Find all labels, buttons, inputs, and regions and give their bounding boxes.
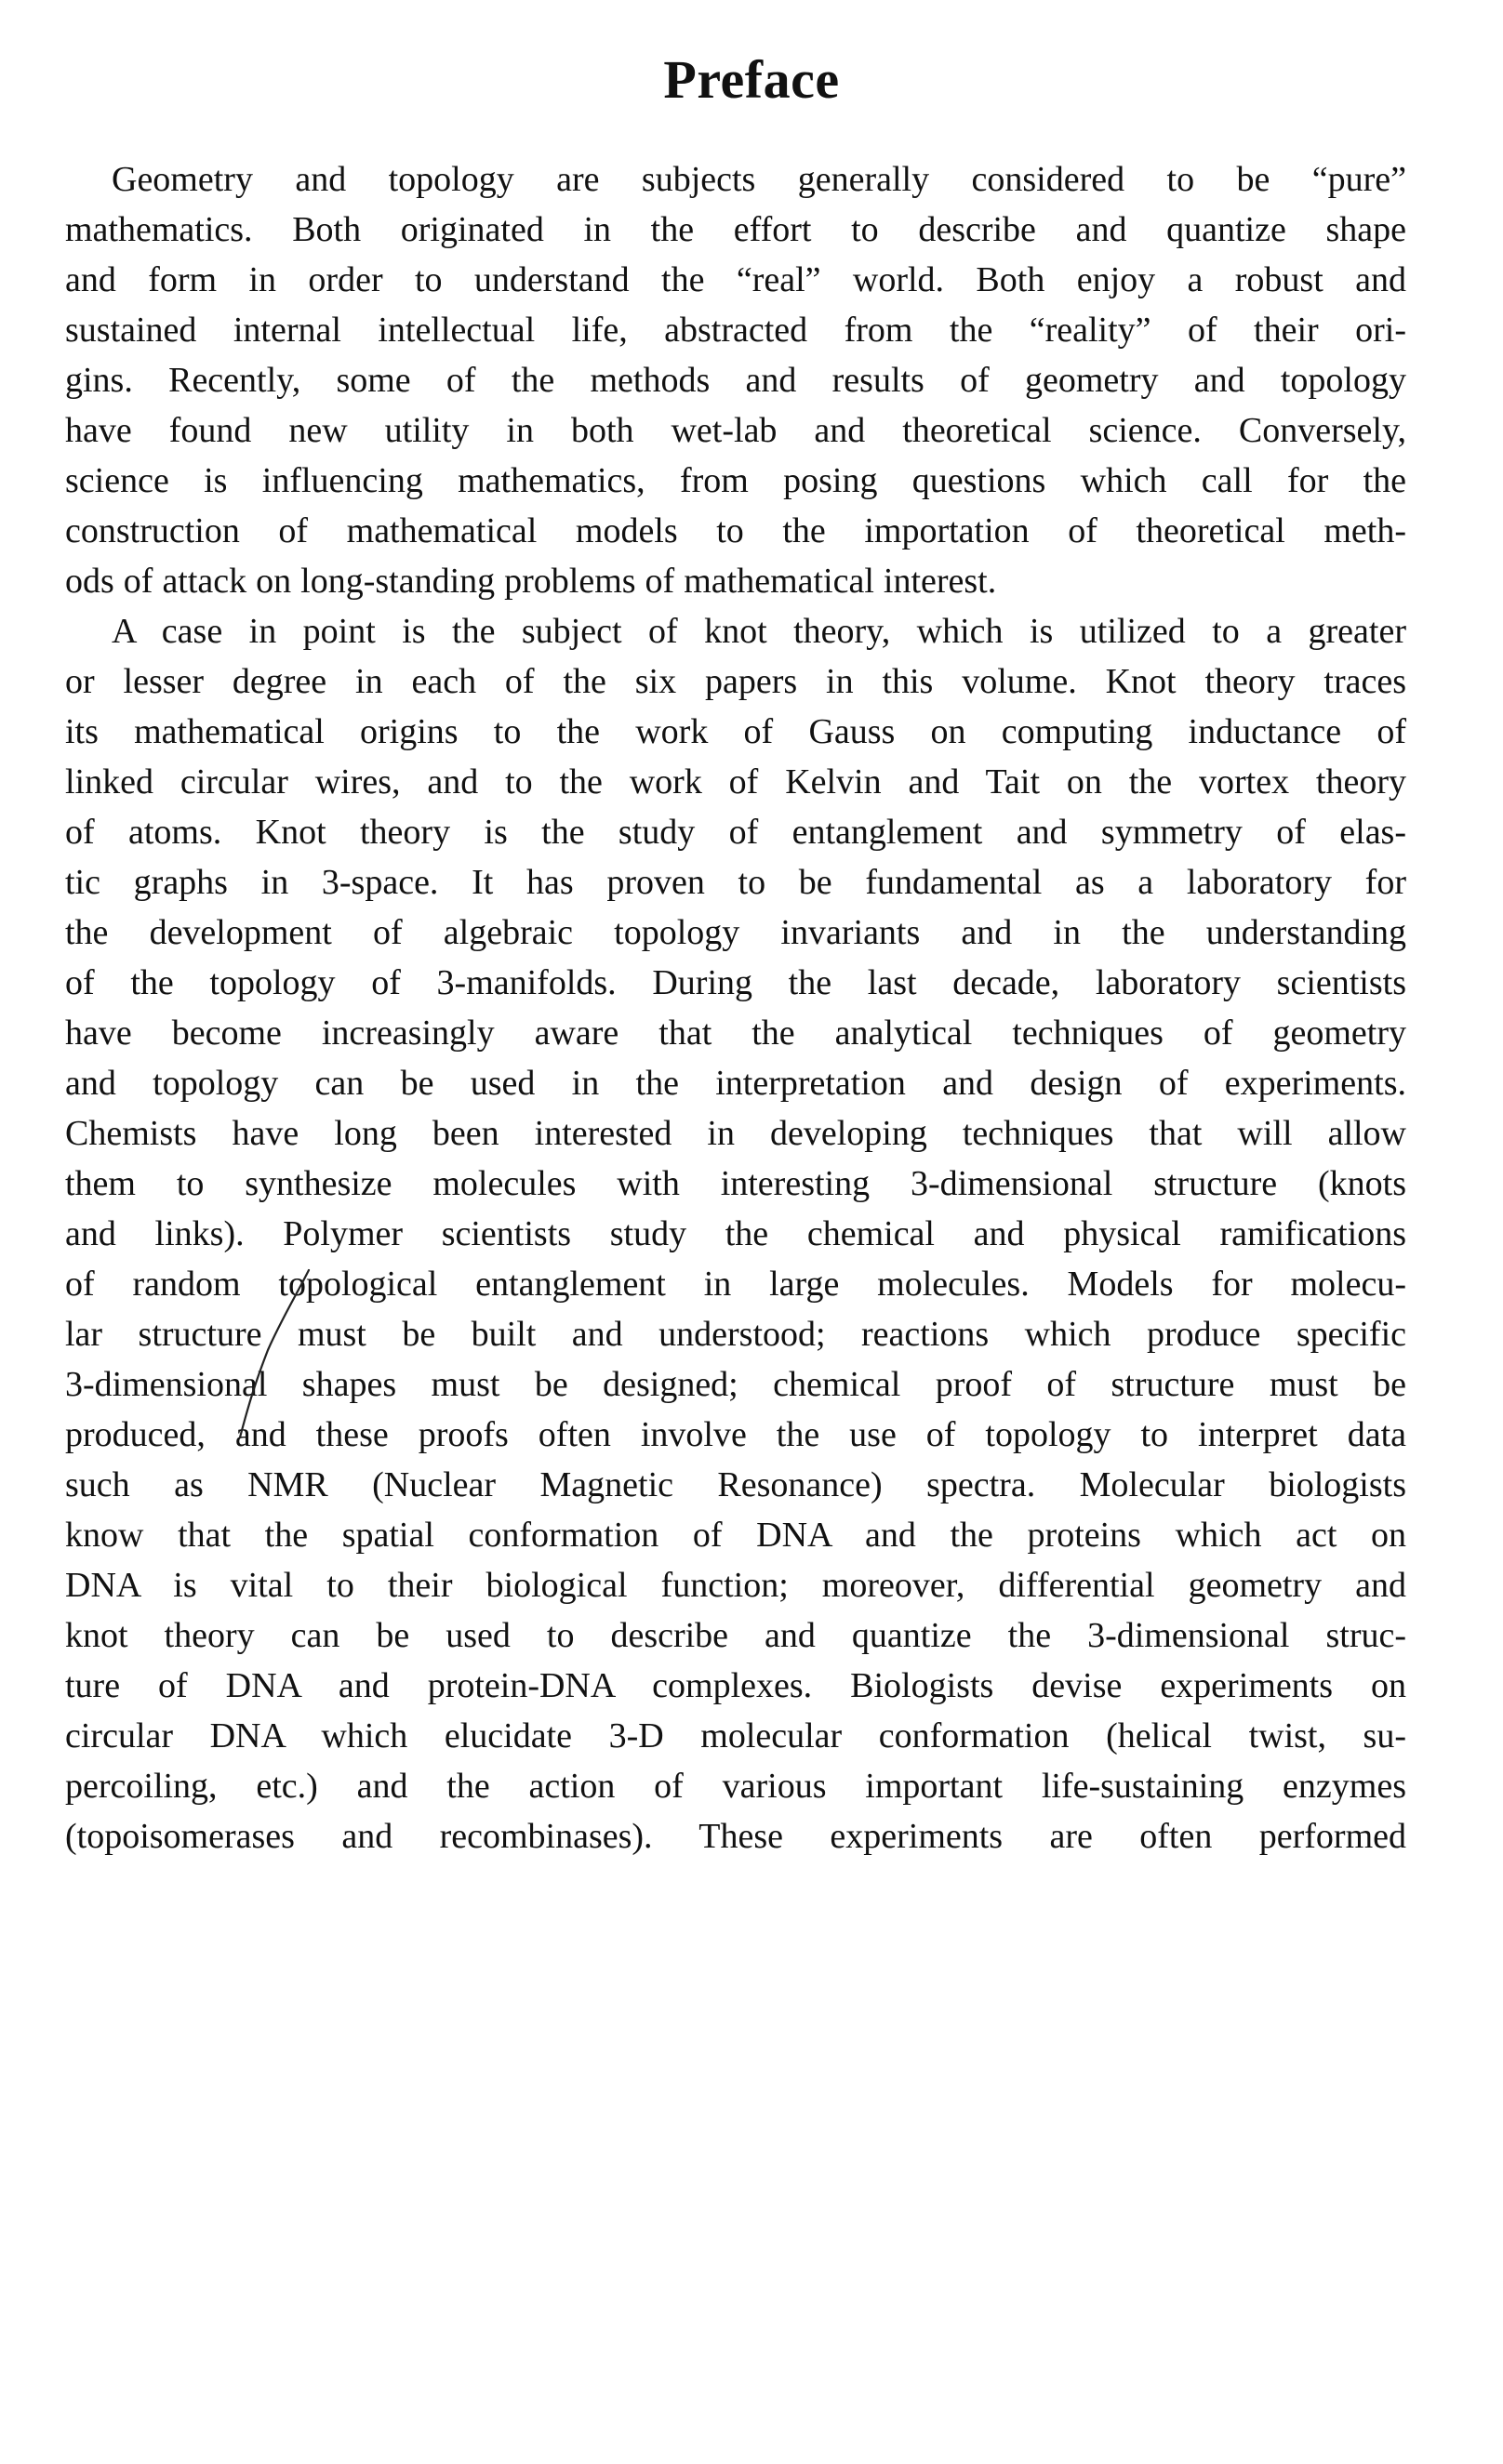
text-line: them to synthesize molecules with interesting 3-dimensional structure (knots (65, 1164, 1406, 1203)
text-line: gins. Recently, some of the methods and results of geometry and topology (65, 361, 1406, 400)
paragraph-1 (65, 154, 1406, 606)
text-line: knot theory can be used to describe and quantize the 3-dimensional struc- (65, 1616, 1406, 1655)
text-line: DNA is vital to their biological function; moreover, differential geometry and (65, 1566, 1406, 1605)
text-line: Geometry and topology are subjects generally considered to be “pure” (112, 160, 1406, 199)
text-line: A case in point is the subject of knot theory, which is utilized to a greater (112, 612, 1406, 651)
paragraph-2 (65, 606, 1406, 1861)
text-line: linked circular wires, and to the work of Kelvin and Tait on the vortex theory (65, 762, 1406, 801)
text-line: ture of DNA and protein-DNA complexes. Biologists devise experiments on (65, 1666, 1406, 1705)
text-line: and links). Polymer scientists study the chemical and physical ramifications (65, 1214, 1406, 1253)
text-line: of the topology of 3-manifolds. During the last decade, laboratory scientists (65, 963, 1406, 1002)
text-line: of random topological entanglement in large molecules. Models for molecu- (65, 1265, 1406, 1304)
preface-body (65, 154, 1406, 1861)
text-line: circular DNA which elucidate 3-D molecular conformation (helical twist, su- (65, 1716, 1406, 1755)
text-line: (topoisomerases and recombinases). These experiments are often performed (65, 1817, 1406, 1856)
text-line: or lesser degree in each of the six papers in this volume. Knot theory traces (65, 662, 1406, 701)
text-line: produced, and these proofs often involve the use of topology to interpret data (65, 1415, 1406, 1454)
text-line: of atoms. Knot theory is the study of entanglement and symmetry of elas- (65, 813, 1406, 852)
text-line: percoiling, etc.) and the action of various important life-sustaining enzymes (65, 1767, 1406, 1806)
text-line: lar structure must be built and understood; reactions which produce specific (65, 1315, 1406, 1354)
text-line: tic graphs in 3-space. It has proven to be fundamental as a laboratory for (65, 863, 1406, 902)
text-line: have found new utility in both wet-lab and theoretical science. Conversely, (65, 411, 1406, 450)
page-title: Preface (663, 49, 840, 110)
text-line: the development of algebraic topology invariants and in the understanding (65, 913, 1406, 952)
text-line: sustained internal intellectual life, abstracted from the “reality” of their ori- (65, 311, 1406, 350)
text-line: and form in order to understand the “real” world. Both enjoy a robust and (65, 260, 1406, 299)
text-line: 3-dimensional shapes must be designed; chemical proof of structure must be (65, 1365, 1406, 1404)
text-line: Chemists have long been interested in developing techniques that will allow (65, 1114, 1406, 1153)
text-line: such as NMR (Nuclear Magnetic Resonance) spectra. Molecular biologists (65, 1465, 1406, 1504)
text-line: mathematics. Both originated in the effort to describe and quantize shape (65, 210, 1406, 249)
text-line: ods of attack on long-standing problems of mathematical interest. (65, 562, 997, 601)
text-line: science is influencing mathematics, from posing questions which call for the (65, 461, 1406, 500)
text-line: its mathematical origins to the work of Gauss on computing inductance of (65, 712, 1406, 751)
text-line: and topology can be used in the interpretation and design of experiments. (65, 1064, 1406, 1103)
text-line: construction of mathematical models to the importation of theoretical meth- (65, 511, 1406, 550)
text-line: know that the spatial conformation of DNA and the proteins which act on (65, 1516, 1406, 1555)
text-line: have become increasingly aware that the analytical techniques of geometry (65, 1013, 1406, 1053)
